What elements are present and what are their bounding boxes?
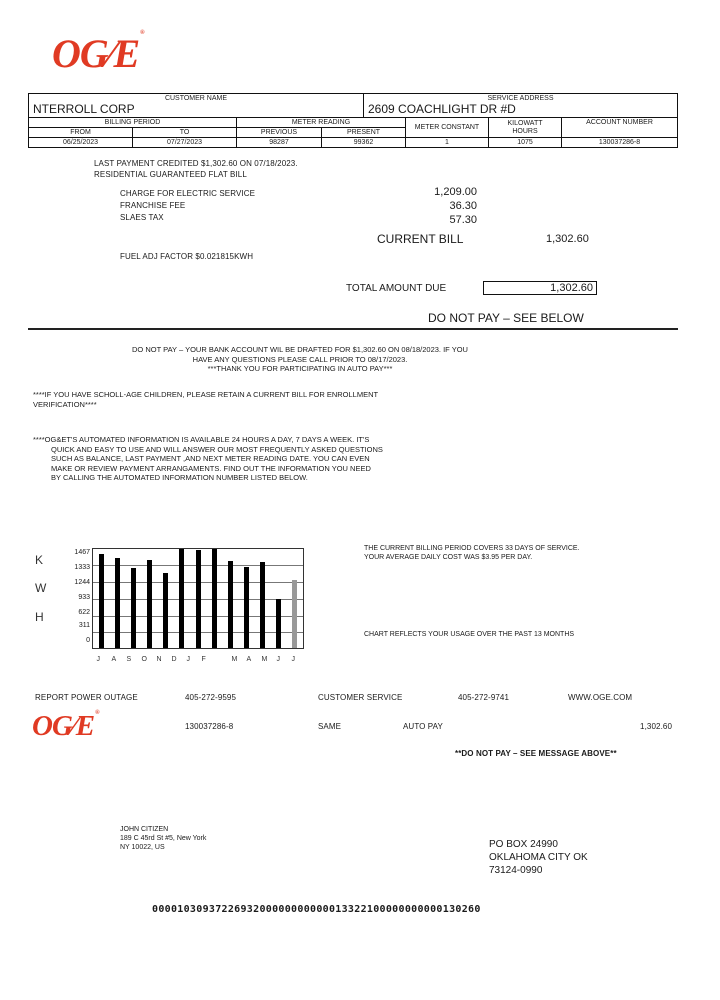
autopay-line-3: ***THANK YOU FOR PARTICIPATING IN AUTO PAY*** (207, 364, 393, 373)
service-address-cell (364, 94, 678, 118)
footer-auto-pay: AUTO PAY (403, 722, 443, 731)
usage-bar (292, 580, 297, 648)
usage-bar-chart (92, 548, 304, 649)
account-summary-table (28, 93, 678, 148)
y-tick-1244: 1244 (74, 579, 90, 586)
website-link[interactable]: WWW.OGE.COM (568, 693, 633, 702)
x-tick-label: J (291, 656, 295, 663)
billing-period-days: THE CURRENT BILLING PERIOD COVERS 33 DAYS OF SERVICE. (364, 545, 580, 552)
current-bill-amount: 1,302.60 (546, 233, 589, 245)
x-tick-label: D (171, 656, 177, 663)
footer-account-number: 130037286-8 (185, 722, 234, 731)
present-value: 99362 (322, 138, 406, 148)
total-due-amount: 1,302.60 (483, 281, 597, 295)
x-tick-label: J (186, 656, 190, 663)
meter-reading-label: METER READING (237, 118, 406, 128)
x-tick-label: A (111, 656, 117, 663)
ocr-scanline: 0000103093722693200000000000013322100000000000130260 (152, 904, 481, 915)
oge-logo-footer: OG∕E® (32, 710, 99, 742)
last-payment-text: LAST PAYMENT CREDITED $1,302.60 ON 07/18/2023. (94, 159, 298, 168)
x-tick-label: M (261, 656, 268, 663)
usage-bar (131, 568, 136, 648)
charge-label-franchise: FRANCHISE FEE (120, 201, 186, 210)
remit-address (489, 838, 588, 877)
present-label: PRESENT (322, 128, 406, 138)
from-label: FROM (29, 128, 133, 138)
section-divider (28, 328, 678, 330)
remit-line-1: PO BOX 24990 (489, 839, 558, 850)
outage-label: REPORT POWER OUTAGE (35, 693, 138, 702)
kwh-value: 1075 (489, 138, 562, 148)
current-bill-label: CURRENT BILL (377, 232, 464, 246)
chart-ylabel-k: K (35, 553, 44, 567)
x-tick-label: O (141, 656, 147, 663)
customer-name-value: NTERROLL CORP (33, 102, 135, 116)
y-tick-1467: 1467 (74, 549, 90, 556)
usage-bar (260, 562, 265, 648)
usage-bar (228, 561, 233, 648)
usage-bar (276, 599, 281, 648)
y-tick-622: 622 (78, 609, 90, 616)
fuel-adj-factor: FUEL ADJ FACTOR $0.021815KWH (120, 252, 254, 261)
chart-ylabel-w: W (35, 581, 47, 595)
remit-line-2: OKLAHOMA CITY OK (489, 852, 588, 863)
charge-amount-tax: 57.30 (449, 214, 477, 226)
x-tick-label: M (231, 656, 238, 663)
remit-line-3: 73124-0990 (489, 865, 543, 876)
customer-mailing-address (120, 825, 206, 852)
automated-line-4: MAKE OR REVIEW PAYMENT ARRANGAMENTS. FIND OUT THE INFORMATION YOU NEED (51, 463, 371, 473)
autopay-message (30, 345, 570, 374)
y-tick-0: 0 (86, 637, 90, 644)
automated-info-message (33, 435, 383, 483)
footer-amount: 1,302.60 (640, 722, 672, 731)
customer-street-line: 189 C 45rd St #5, New York (120, 835, 207, 842)
x-tick-label: A (246, 656, 252, 663)
plan-text: RESIDENTIAL GUARANTEED FLAT BILL (94, 170, 247, 179)
do-not-pay-banner: DO NOT PAY – SEE BELOW (428, 311, 584, 325)
oge-logo: OG∕E® (52, 30, 144, 76)
usage-bar (163, 573, 168, 648)
automated-line-3: SUCH AS BALANCE, LAST PAYMENT ,AND NEXT METER READING DATE. YOU CAN EVEN (51, 454, 370, 463)
outage-phone[interactable]: 405-272-9595 (185, 693, 237, 702)
x-tick-label: N (156, 656, 162, 663)
usage-bar (179, 549, 184, 648)
to-label: TO (133, 128, 237, 138)
usage-bar (196, 550, 201, 648)
kwh-label: KILOWATT HOURS (489, 118, 562, 138)
usage-bar (115, 558, 120, 648)
total-due-label: TOTAL AMOUNT DUE (346, 283, 447, 294)
service-address-label: SERVICE ADDRESS (487, 95, 554, 102)
previous-label: PREVIOUS (237, 128, 322, 138)
x-tick-label: J (276, 656, 280, 663)
autopay-line-2: HAVE ANY QUESTIONS PLEASE CALL PRIOR TO 08/17/2023. (192, 354, 408, 364)
automated-line-1: ****OG&ET'S AUTOMATED INFORMATION IS AVAILABLE 24 HOURS A DAY, 7 DAYS A WEEK. IT'S (33, 435, 370, 444)
usage-bar (244, 567, 249, 648)
previous-value: 98287 (237, 138, 322, 148)
usage-bar (99, 554, 104, 648)
meter-constant-value: 1 (406, 138, 489, 148)
account-number-label: ACCOUNT NUMBER (562, 118, 678, 138)
charge-amount-franchise: 36.30 (449, 200, 477, 212)
footer-do-not-pay: **DO NOT PAY – SEE MESSAGE ABOVE** (455, 749, 617, 758)
school-line-1: ****IF YOU HAVE SCHOLL-AGE CHILDREN, PLEASE RETAIN A CURRENT BILL FOR ENROLLMENT (33, 390, 379, 399)
automated-line-2: QUICK AND EASY TO USE AND WILL ANSWER OUR MOST FREQUENTLY ASKED QUESTIONS (51, 444, 383, 454)
customer-service-phone[interactable]: 405-272-9741 (458, 693, 510, 702)
autopay-line-1: DO NOT PAY – YOUR BANK ACCOUNT WIL BE DRAFTED FOR $1,302.60 ON 08/18/2023. IF YOU (132, 345, 468, 354)
school-message (33, 390, 378, 409)
customer-name-label: CUSTOMER NAME (164, 95, 228, 102)
usage-bar (147, 560, 152, 648)
usage-bar (212, 549, 217, 648)
y-tick-933: 933 (78, 594, 90, 601)
charge-label-electric: CHARGE FOR ELECTRIC SERVICE (120, 189, 256, 198)
automated-line-5: BY CALLING THE AUTOMATED INFORMATION NUMBER LISTED BELOW. (51, 473, 308, 482)
meter-constant-label: METER CONSTANT (406, 118, 489, 138)
customer-service-label: CUSTOMER SERVICE (318, 693, 403, 702)
average-daily-cost: YOUR AVERAGE DAILY COST WAS $3.95 PER DAY. (364, 554, 533, 561)
charge-label-tax: SLAES TAX (120, 213, 164, 222)
from-value: 06/25/2023 (29, 138, 133, 148)
school-line-2: VERIFICATION**** (33, 399, 97, 409)
x-tick-label: J (96, 656, 100, 663)
x-axis-labels (92, 656, 304, 666)
chart-note: CHART REFLECTS YOUR USAGE OVER THE PAST 13 MONTHS (364, 631, 575, 638)
charge-amount-electric: 1,209.00 (434, 186, 477, 198)
y-tick-1333: 1333 (74, 564, 90, 571)
chart-ylabel-h: H (35, 610, 44, 624)
y-tick-311: 311 (78, 622, 90, 629)
customer-city-line: NY 10022, US (120, 844, 165, 851)
customer-name-cell (29, 94, 364, 118)
billing-period-label: BILLING PERIOD (29, 118, 237, 128)
account-number-value: 130037286-8 (562, 138, 678, 148)
to-value: 07/27/2023 (133, 138, 237, 148)
service-address-value: 2609 COACHLIGHT DR #D (368, 102, 516, 116)
x-tick-label: S (126, 656, 132, 663)
customer-name-line: JOHN CITIZEN (120, 826, 169, 833)
footer-same: SAME (318, 722, 342, 731)
x-tick-label: F (201, 656, 206, 663)
